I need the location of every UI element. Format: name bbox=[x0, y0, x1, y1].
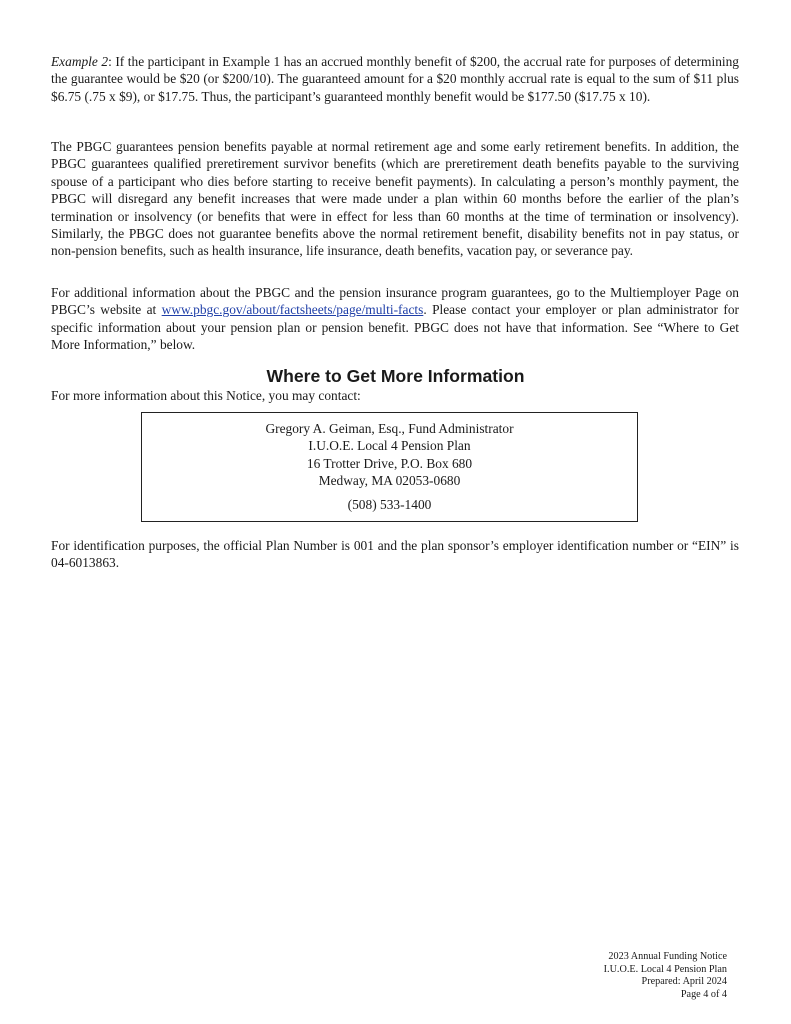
contact-organization: I.U.O.E. Local 4 Pension Plan bbox=[308, 438, 471, 454]
footer-prepared-date: Prepared: April 2024 bbox=[641, 976, 727, 988]
pbgc-multiemployer-link[interactable]: www.pbgc.gov/about/factsheets/page/multi-facts bbox=[161, 302, 424, 318]
example-2-text: : If the participant in Example 1 has an accrued monthly benefit of $200, the accrual rate for purposes of determining the guarantee would be $20 (or $200/10). The guaranteed amount for a $20 monthly accrual rate is equal to the sum of $11 plus $6.75 (.75 x $9), or $17.75. Thus, the participant’s guaranteed monthly benefit would be $177.50 ($17.75 x 10). bbox=[51, 54, 739, 104]
example-2-label: Example 2 bbox=[51, 54, 109, 69]
footer-page-number: Page 4 of 4 bbox=[680, 988, 727, 1000]
plan-identification-paragraph: For identification purposes, the official Plan Number is 001 and the plan sponsor’s employer identification number or “EIN” is 04-6013863. bbox=[51, 538, 739, 571]
footer-notice-title: 2023 Annual Funding Notice bbox=[608, 951, 727, 962]
additional-info-text-after-link: . Please contact your employer or plan administrator for specific information about your pension plan or pension benefit. PBGC does not have that information. See “Where to Get More Information,” below. bbox=[51, 302, 739, 353]
contact-address-line-1: 16 Trotter Drive, P.O. Box 680 bbox=[306, 455, 473, 471]
additional-information-paragraph bbox=[51, 284, 739, 354]
contact-phone: (508) 533-1400 bbox=[347, 496, 432, 512]
where-to-get-more-information-heading: Where to Get More Information bbox=[266, 366, 525, 386]
contact-name: Gregory A. Geiman, Esq., Fund Administrator bbox=[265, 421, 514, 436]
contact-intro-text: For more information about this Notice, you may contact: bbox=[51, 388, 361, 403]
footer-plan-name: I.U.O.E. Local 4 Pension Plan bbox=[603, 963, 727, 975]
page-footer bbox=[604, 951, 727, 1001]
additional-info-text-before-link: For additional information about the PBGC and the pension insurance program guarantees, go to the Multiemployer Page on PBGC’s website at bbox=[51, 285, 739, 318]
pbgc-guarantees-paragraph: The PBGC guarantees pension benefits payable at normal retirement age and some early retirement benefits. In addition, the PBGC guarantees qualified preretirement survivor benefits (which are preretirement death benefits payable to the surviving spouse of a participant who dies before starting to receive benefit payments). In calculating a person’s monthly payment, the PBGC will disregard any benefit increases that were made under a plan within 60 months before the earlier of the plan’s termination or insolvency (or benefits that were in effect for less than 60 months at the time of termination or insolvency). Similarly, the PBGC does not guarantee benefits above the normal retirement benefit, disability benefits not in pay status, or non-pension benefits, such as health insurance, life insurance, death benefits, vacation pay, or severance pay. bbox=[51, 139, 739, 259]
contact-address-line-2: Medway, MA 02053-0680 bbox=[318, 473, 461, 489]
contact-box bbox=[141, 412, 638, 522]
example-2-paragraph bbox=[51, 53, 739, 105]
